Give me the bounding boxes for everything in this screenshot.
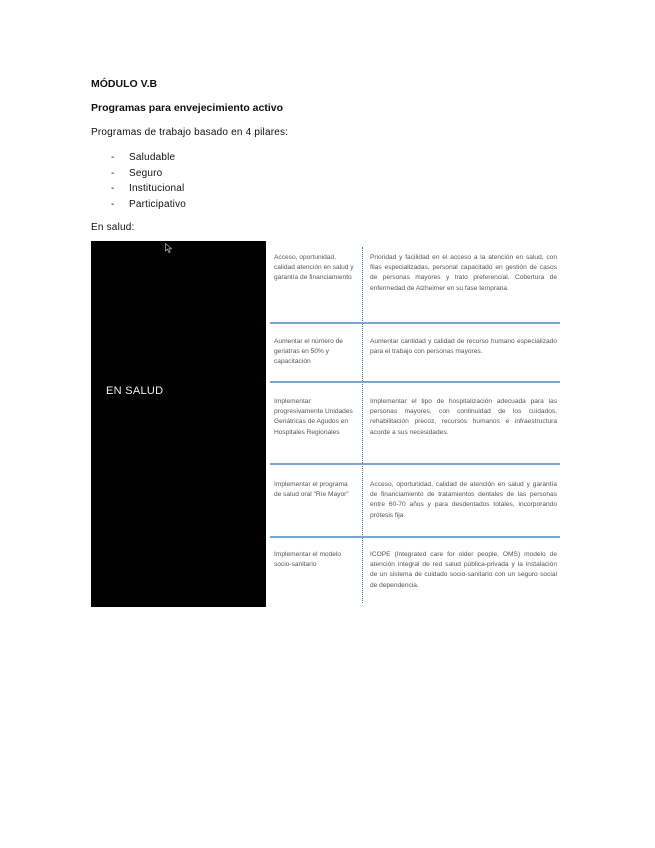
action-cell: Implementar el programa de salud oral "Ríe Mayor" [274,481,349,499]
list-item [111,166,186,182]
figure-title: EN SALUD [106,385,164,397]
figure-left-panel [91,241,266,607]
action-cell: Aumentar el número de geriatras en 50% y capacitación [274,338,343,366]
pillar-label: Seguro [129,167,163,179]
dash-bullet: - [111,167,115,179]
row-separator [270,463,560,465]
dash-bullet: - [111,152,115,163]
column-divider [362,247,363,603]
mouse-cursor-icon [165,243,173,253]
row-separator [270,536,560,538]
action-cell: Implementar el modelo socio-sanitario [274,551,342,569]
list-item [111,150,186,166]
detail-cell: Acceso, oportunidad, calidad de atención en salud y garantía de financiamiento de tratamientos dentales de las personas entre 60-70 años y para desdentados totales, incorporando prótesis fija. [370,481,557,519]
detail-cell: Prioridad y facilidad en el acceso a la atención en salud, con filas especializadas, personal capacitado en gestión de casos de personas mayores y trato preferencial. Cobertura de enfermedad de Alzheimer en su fase temprana. [370,254,557,292]
detail-cell: ICOPE (Integrated care for older people, OMS) modelo de atención integral de red salud pública-privada y la instalación de un sistema de cuidado socio-sanitario con un seguro social de dependencia. [370,551,557,589]
row-separator [270,381,560,383]
dash-bullet: - [111,183,115,194]
list-item [111,181,186,197]
action-cell: Acceso, oportunidad, calidad atención en salud y garantía de financiamiento [274,254,354,282]
action-cell: Implementar progresivamente Unidades Geriátricas de Agudos en Hospitales Regionales [274,398,353,436]
section-subtitle: Programas para envejecimiento activo [91,102,283,114]
detail-cell: Implementar el tipo de hospitalización adecuada para las personas mayores, con continuidad de los cuidados, rehabilitación precoz, recursos humanos e infraestructura acorde a sus necesidades. [370,398,557,436]
dash-bullet: - [111,198,115,210]
health-intro-text: En salud: [91,222,135,233]
figure-table [266,241,564,607]
list-item [111,197,186,213]
pillar-label: Participativo [129,198,187,210]
module-heading: MÓDULO V.B [91,78,158,90]
pillar-label: Saludable [129,152,176,163]
pillar-label: Institucional [129,183,185,194]
detail-cell: Aumentar cantidad y calidad de recurso humano especializado para el trabajo con personas mayores. [370,338,557,356]
intro-text: Programas de trabajo basado en 4 pilares: [91,127,289,138]
pillars-list [111,150,186,212]
row-separator [270,322,560,324]
health-figure [91,241,564,607]
